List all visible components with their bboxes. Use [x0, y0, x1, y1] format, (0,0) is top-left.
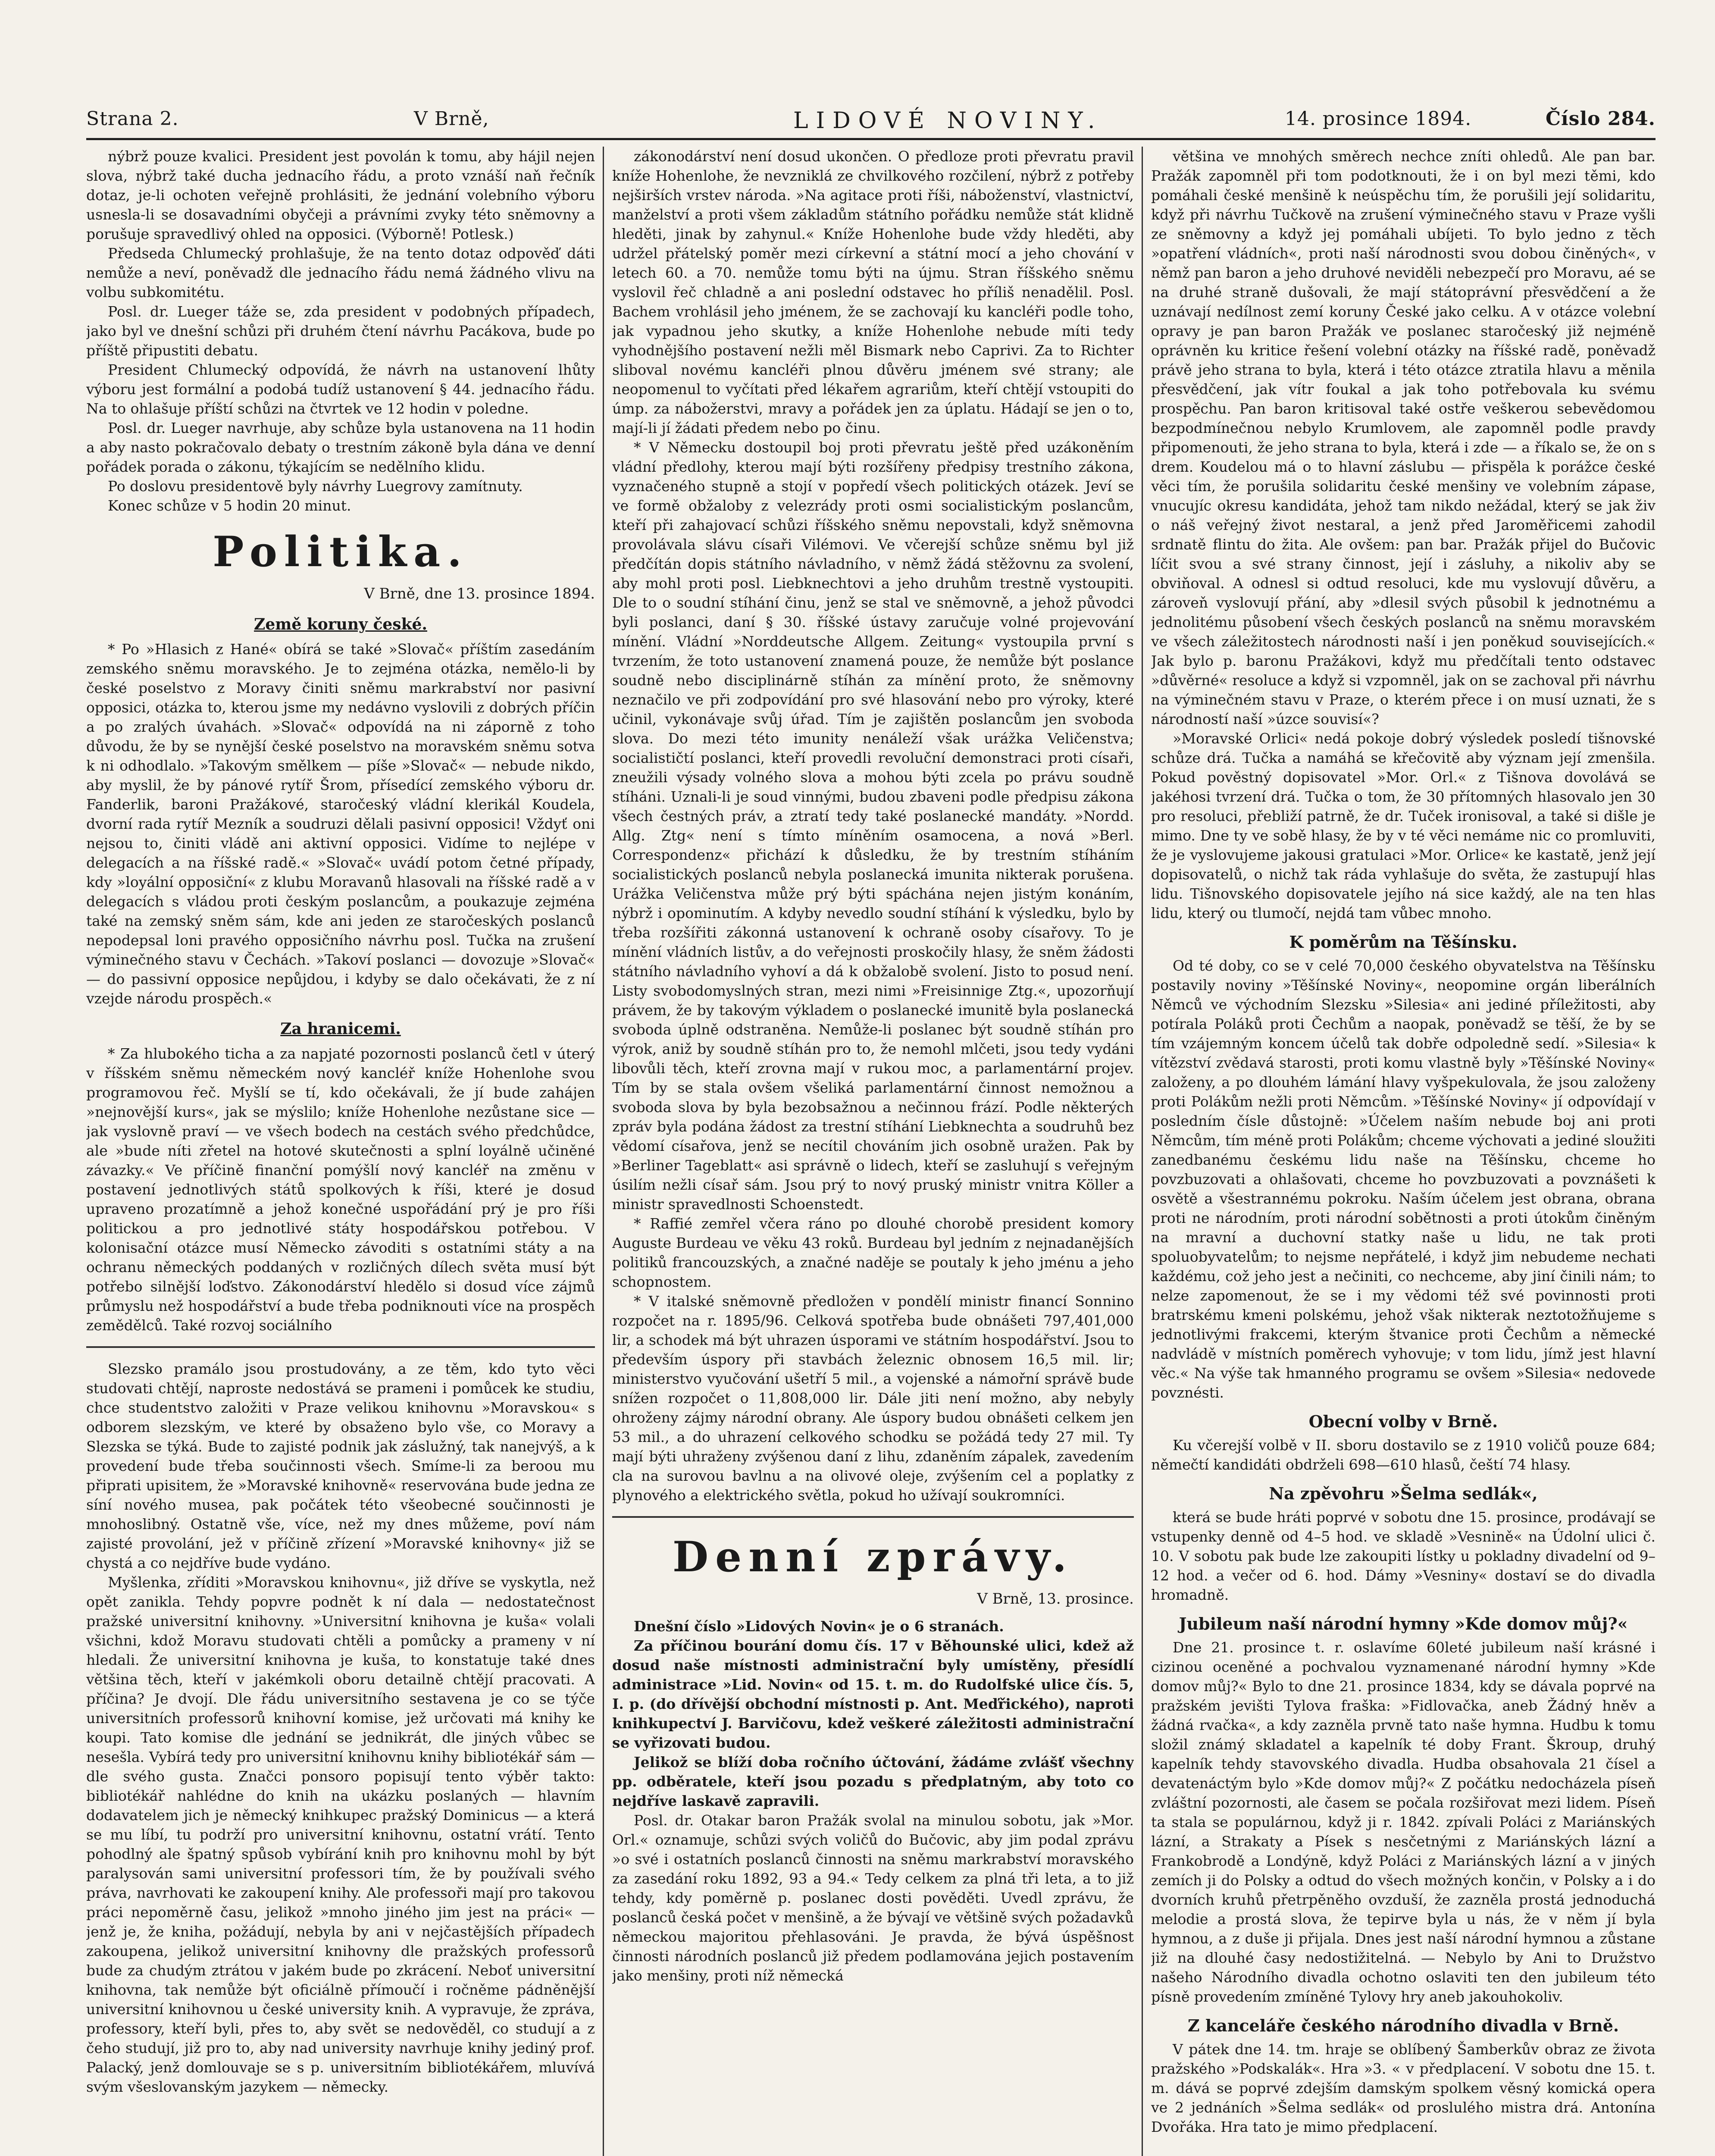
article-paragraph: * Raffié zemřel včera ráno po dlouhé chorobě president komory Auguste Burdeau ve věku 43 roků. Burdeau byl jedním z nejnadanějších politiků francouzských, a značné naděje se poutaly k jeho jménu a jeho schopnostem. [612, 1215, 1134, 1290]
column-1 [86, 147, 595, 2156]
horizontal-rule [612, 1516, 1134, 1518]
subheading: Země koruny české. [254, 615, 427, 633]
paper-title: LIDOVÉ NOVINY. [793, 108, 1103, 134]
subheading: Obecní volby v Brně. [1308, 1412, 1498, 1431]
article-paragraph: která se bude hráti poprvé v sobotu dne 15. prosince, prodávají se vstupenky denně od 4–5 hod. ve skladě »Vesnině« na Údolní ulici č. 10. V sobotu pak bude lze zakoupiti lístky u pokladny divadelní od 9–12 hod. a večer od 6. hod. Dámy »Vesniny« dostaví se do divadla hromadně. [1151, 1509, 1656, 1603]
issue-number: Číslo 284. [1545, 108, 1656, 130]
article-paragraph: zákonodárství není dosud ukončen. O předloze proti převratu pravil kníže Hohenlohe, že nevzniklá ze chvilkového rozčilení, nýbrž z potřeby nejširších vrstev národa. »Na agitace proti říši, náboženství, vlastnictví, manželství a proti všem základům státního pořádku nemůže stát klidně hleděti, jinak by zahynul.« Kníže Hohenlohe bude vždy hleděti, aby udržel přátelský poměr mezi církevní a státní mocí a jeho chování v letech 60. a 70. nemůže tomu býti na újmu. Stran říšského sněmu vyslovil řeč chladně a ani poslední odstavec ho příliš nenadělil. Posl. Bachem vrohlásil jeho jménem, že se zachovají ku kancléři podle toho, jak vypadnou jeho skutky, a kníže Hohenlohe nebude míti tedy vyhodnějšího postavení nežli měl Bismark nebo Caprivi. Za to Richter sliboval novému kancléři plnou důvěru jménem své strany; ale neopomenul to vyčítati před lékařem agrariům, kteří chtějí vstoupiti do úmp. za nábožerstvi, mravy a pořádek jen za úplatu. Hádají se jen o to, mají-li jí žádati předem nebo po činu. [612, 148, 1134, 436]
header-city: V Brně, [414, 108, 489, 130]
horizontal-rule [86, 1346, 595, 1348]
notice-paragraph: Dnešní číslo »Lidových Novin« je o 6 stranách. [634, 1618, 1004, 1635]
subheading: K poměrům na Těšínsku. [1289, 932, 1518, 952]
article-paragraph: * V italské sněmovně předložen v pondělí ministr financí Sonnino rozpočet na r. 1895/96. Celková spotřeba bude obnášeti 797,401,000 lir, a schodek má být uhrazen úsporami ve státním hospodářství. Jsou to především úspory při stavbách železnic obnosem 16,5 mil. lir; ministerstvo vyučování ušetří 5 mil., a vojenské a námořní správě bude snížen rozpočet o 11,808,000 lir. Dále jiti není možno, aby nebyly ohroženy zájmy národní obrany. Ale úspory budou obnášeti celkem jen 53 mil., a do uhrazení celkového schodku se požádá tedy 27 mil. Ty mají býti uhraženy zvýšenou daní z lihu, zdaněním zápalek, zavedením cla na surovou bavlnu a na olivové oleje, zvýšením cel a poplatky z plynového a elektrického světla, pokud ho užívají soukromníci. [612, 1293, 1134, 1504]
article-paragraph: »Moravské Orlici« nedá pokoje dobrý výsledek posledí tišnovské schůze drá. Tučka a namáhá se křečovitě aby význam její zmenšila. Pokud pověstný dopisovatel »Mor. Orl.« z Tišnova dovolává se jakéhosi tvrzení drá. Tučka o tom, že 30 přítomných hlasovalo jen 30 pro resoluci, přebliží patrně, že dr. Tuček ironisoval, a také si dišle je mimo. Dne ty ve sobě hlasy, že by v té věci nemáme nic co promluviti, že je vyslovujeme jakousi gratulaci »Mor. Orlice« ke kastatě, jenž její dopisovatelů, o nichž tak ráda vyhlašuje do světa, že zastupují hlas lidu. Tišnovského dopisovatele jejího ná sice každý, ale na ten hlas lidu, který ou tlumočí, nejdá tam vůbec mnoho. [1151, 730, 1656, 921]
column-divider [1142, 147, 1143, 2156]
article-paragraph: Posl. dr. Lueger táže se, zda president v podobných případech, jako byl ve dnešní schůzi při druhém čtení návrhu Pacákova, bude po příště připustiti debatu. [86, 303, 595, 359]
article-paragraph: Myšlenka, zříditi »Moravskou knihovnu«, již dříve se vyskytla, než opět zanikla. Tehdy popvre podnět k ní dala — nedostatečnost pražské universitní knihovny. »Universitní knihovna je kuša« volali všichni, kdož Moravu studovati chtěli a pomůcky a prameny v ní hledali. Že universitní knihovna je kuša, to konstatuje také dnes většina těch, kteří v jakémkoli oboru detailně chtějí pracovati. A příčina? Je dvojí. Dle řádu universitního sestavena je co se týče universitních professorů knihovní komise, jež určovati má knihy ke koupi. Tato komise dle jednání se jednikrát, dle jiných vůbec se nesešla. Vybírá tedy pro universitní knihovnu knihy bibliotékář sám — dle svého gusta. Značci ponsoro popisují tento výběr takto: bibliotékář nahlédne do knih na ukázku poslaných — hlavním dodavatelem jich je německý knihkupec pražský Dominicus — a která se mu líbí, tu podrží pro universitní knihovnu, ostatní vrátí. Tento pohodlný ale špatný spůsob vybírání knih pro knihovnu mohl by být paralysován sami universitní professori tím, že by používali svého práva, navrhovati ke zakoupení knihy. Ale professoři mají pro takovou práci nepoměrně času, jelikož »mnoho jiného jim jest na práci« — jenž je, že kniha, požádují, nebyla by ani v nejčastějších případech zakoupena, jelikož universitní knihovny dle pražských professorů bude za chudým ztrátou v jakém bude po zkrácení. Neboť universitní knihovna, tak nemůže být oficiálně přímoučí i ročněme pádněnější universitní knihovnou u české university knih. A vypravuje, že zpráva, professory, kteří byli, přes to, aby svět se nedověděl, co studují a z čeho studují, již pro to, aby nad university navrhuje knihy jediný prof. Palacký, jenž domlouvaje se s p. universitním bibliotékářem, mluvívá svým všeslovanským jazykem — německy. [86, 1574, 595, 2095]
column-3 [1151, 147, 1656, 2156]
article-paragraph: Posl. dr. Otakar baron Pražák svolal na minulou sobotu, jak »Mor. Orl.« oznamuje, schůzi svých voličů do Bučovic, aby jim podal zprávu »o své i ostatních poslanců činnosti na sněmu markrabství moravského za zasedání roku 1892, 93 a 94.« Tedy celkem za plná tři leta, a to již tehdy, kdy poměrně p. poslanec dosti pověděti. Uvedl zprávu, že poslanců česká počet v menšině, a že bývají ve většině svých požadavků německou majoritou přehlasováni. Je pravda, že bývá úspěšnost činnosti národních poslanců již předem podlamována jejich postavením jako menšiny, proti níž německá [612, 1812, 1134, 1984]
notice-paragraph: Jelikož se blíží doba ročního účtování, žádáme zvlášť všechny pp. odběratele, kteří jsou pozadu s předplatným, aby toto co nejdříve laskavě zapravili. [612, 1754, 1134, 1809]
section-title-politika: Politika. [213, 527, 469, 576]
article-paragraph: * Po »Hlasich z Hané« obírá se také »Slovač« příštím zasedáním zemského sněmu moravského. Je to zejména otázka, nemělo-li by české poselstvo z Moravy činiti sněmu markrabství nor pasivní opposici, otázka to, kterou jsme my nedávno vyslovili z dobrých příčin a po zralých úvahách. »Slovač« odpovídá na ni záporně z toho důvodu, že by se nynější české poselstvo na moravském sněmu sotva k ni odhodlalo. »Takovým smělkem — píše »Slovač« — nebude nikdo, aby myslil, že by pánové rytíř Šrom, přísedící zemského výboru dr. Fanderlik, baroni Pražákové, staročeský vládní klerikál Koudela, dvorní rada rytíř Mezník a soudruzi dělali pasivní opposici! Vždyť oni nejsou to, činiti vládě ani aktivní opposici. Vidíme to nejlépe v delegacích a na říšské radě.« »Slovač« uvádí potom četné případy, kdy »loyální opposiční« z klubu Moravanů hlasovali na říšské radě a v delegacích s vládou proti českým poslancům, a poukazuje zejména také na zemský sněm sám, kde ani jeden ze staročeských poslanců nepodepsal loni pravého opposičního návrhu posl. Tučka na zrušení výminečného stavu v Čechách. »Takoví poslanci — dovozuje »Slovač« — do passivní opposice nepůjdou, i kdyby se dalo očekávati, že z ní vzejde národu prospěch.« [86, 641, 595, 1007]
article-paragraph: Po doslovu presidentově byly návrhy Luegrovy zamítnuty. [108, 478, 523, 495]
article-paragraph: Od té doby, co se v celé 70,000 českého obyvatelstva na Těšínsku postavily noviny »Těšínské Noviny«, neopomine orgán liberálních Němců ve východním Slezsku »Silesia« ani jediné příležitosti, aby potírala Poláků proti Čechům a naopak, poněvadž se těší, že by se tím vzájemným koncem účelů tak dobře odpoledně sedí. »Silesia« k vítězství zvědavá starosti, proti komu vlastně byly »Těšínské Noviny« založeny, a po dlouhém lámání hlavy vyšpekulovala, že jsou založeny proti Polákům nežli proti Němcům. »Těšínské Noviny« jí odpovídají v posledním čísle důstojně: »Účelem naším nebude boj ani proti Němcům, tím méně proti Polákům; chceme výchovati a jediné sloužiti zanedbanému českému lidu naše na Těšínsku, chceme ho povzbuzovati a ohlašovati, chceme ho povzbuzovati a povznášeti k osvětě a všestrannému pokroku. Naším účelem jest obrana, obrana proti ne národním, proti národní sobětnosti a proti útokům činěným na mravní a duchovní statky naše u lidu, ne tak proti spoluobyvatelům; to nejsme nepřátelé, i když jim nebudeme nechati každému, což jeho jest a nečiniti, co nechceme, aby jiní činili nám; to nelze zapomenout, že se i my vědomi též své povinnosti proti bratrskému kmeni polskému, jehož však nikterak neztotožňujeme s jednotlivými frakcemi, kterým štvanice proti Čechům a německé nadvládě v místních poměrech vyhovuje; v tom lidu, jímž jest hlavní věc.« Na výše tak hmanného programu se ovšem »Silesia« nedovede povznésti. [1151, 957, 1656, 1401]
article-paragraph: President Chlumecký odpovídá, že návrh na ustanovení lhůty výboru jest formální a podobá tudíž ustanovení § 44. jednacího řádu. Na to ohlašuje příští schůzi na čtvrtek ve 12 hodin v poledne. [86, 361, 595, 417]
dateline: V Brně, 13. prosince. [977, 1590, 1134, 1608]
notice-paragraph: Za příčinou bourání domu čís. 17 v Běhounské ulici, kdež až dosud naše místnosti administrační byly umístěny, přesídlí administrace »Lid. Novin« od 15. t. m. do Rudolfské ulice čís. 5, I. p. (do dřívější obchodní místnosti p. Ant. Meďřického), naproti knihkupectví J. Barvičovu, kdež veškeré záležitosti administrační se vyřizovati budou. [612, 1637, 1134, 1751]
page-header [86, 108, 1656, 140]
article-paragraph: Dne 21. prosince t. r. oslavíme 60leté jubileum naší krásné i cizinou oceněné a pochvalou vyznamenané národní hymny »Kde domov můj?« Bylo to dne 21. prosince 1834, kdy se dávala poprvé na pražském jevišti Tylova fraška: »Fidlovačka, aneb Žádný hněv a žádná rvačka«, a kdy zazněla prvně tato naše hymna. Hudbu k tomu složil známý skladatel a kapelník té doby Frant. Škroup, druhý kapelník tehdy stavovského divadla. Hudba obsahovala 21 čísel a devatenáctým bylo »Kde domov můj?« Z počátku nedocházela píseň zvláštní pozornosti, ale časem se počala rozšiřovat mezi lidem. Píseň ta stala se populárnou, když ji r. 1842. zpívali Poláci z Mariánských lázní, a Strakaty a Písek s nesčetnými z Mariánských lázní a Frankobrodě a Londýně, když Poláci z Mariánských lázní a v jiných zemích ji do Polsky a odtud do všech možných končin, v Polsky a i do dvorních kruhů přetrpěněho ovzduší, že zazněla prostá jednoduchá melodie a prostá slova, že tepirve byla u nás, že v něm jí byla hymnou, a z duše ji přijala. Dnes jest naší národní hymnou a zůstane již na dlouhé časy nedostižitelná. — Nebylo by Ani to Družstvo našeho Národního divadla ochotno oslaviti ten den jubileum této písně provedením zmíněné Tylovy hry aneb jakouhokoliv. [1151, 1639, 1656, 2005]
subheading: Za hranicemi. [280, 1020, 401, 1038]
article-paragraph: Konec schůze v 5 hodin 20 minut. [108, 497, 351, 514]
subheading: Na zpěvohru »Šelma sedlák«, [1269, 1484, 1538, 1503]
header-date: 14. prosince 1894. [1285, 108, 1472, 130]
column-divider [603, 147, 604, 2156]
dateline: V Brně, dne 13. prosince 1894. [364, 585, 595, 602]
column-2 [612, 147, 1134, 2156]
article-paragraph: nýbrž pouze kvalici. President jest povolán k tomu, aby hájil nejen slova, nýbrž také ducha jednacího řádu, a proto vznáší naň řečník dotaz, je-li ochoten veřejně prohlásiti, že jednání volebního výboru usnesla-li se dosavadními obyčeji a právními zvyky této sněmovny a porušuje spravedlivý ohled na opposici. (Výborně! Potlesk.) [86, 148, 595, 242]
article-paragraph: * Za hlubokého ticha a za napjaté pozornosti poslanců četl v úterý v říšském sněmu německém nový kancléř kníže Hohenlohe svou programovou řeč. Myšlí se tí, kdo očekávali, že jí bude zahájen »nejnovější kurs«, jak se mýslilo; kníže Hohenlohe nezůstane sice — jak vyslovně praví — ve všech bodech na cestách svého předchůdce, ale »bude níti zřetel na hotové skutečnosti a splní loyálně učiněné závazky.« Ve příčině finanční pomýšlí nový kancléř na změnu v postavení jednotlivých států spolkových k říši, které je dosud upraveno prozatímně a jehož konečné uspořádání prý je pro říši politickou a pro jednotlivé státy hospodářskou potřebou. V kolonisační otázce musí Německo závoditi s ostatními státy a na ochranu německých poddaných v rozličných dílech světa musí být potřebo silnější loďstvo. Zákonodárství hledělo si dosud více zájmů průmyslu než hospodářství a bude třeba podniknouti více na prospěch zemědělců. Také rozvoj sociálního [86, 1045, 595, 1334]
subheading: Z kanceláře českého národního divadla v Brně. [1187, 2016, 1619, 2035]
article-paragraph: * V Německu dostoupil boj proti převratu ještě před uzákoněním vládní předlohy, kterou mají býti rozšířeny předpisy trestního zákona, vyznačeného stupně a stojí v popředí všech politických otázek. Jeví se ve formě obžaloby z velezrády proti osmi socialistickým poslancům, kteří při zahajovací schůzi říšského sněmu nepovstali, když sněmovna provolávala slávu císaři Vilémovi. Ve včerejší schůze sněmu byl již předčítán dopis státního návladního, v němž žádá stěžovnu za svolení, aby mohl proti posl. Liebknechtovi a jeho druhům trestně vystoupiti. Dle to o soudní stíhání činu, jenž se stal ve sněmovně, a jehož původci byli poslanci, daní § 30. říšské ústavy zaručuje volné projevování mínění. Vládní »Norddeutsche Allgem. Zeitung« vystoupila první s tvrzením, že toto ustanovení znamená pouze, že nemůže být poslance soudně nebo disciplinárně stíhán za mínění proto, že sněmovny neznačilo ve při zodpovídání pro své hlasování nebo pro výroky, které učinil, vykonávaje svůj úřad. Tím je zajištěn poslancům jen svoboda slova. Do mezi této imunity nenáleží však urážka Veličenstva; socialističtí poslanci, kteří provedli revoluční demonstraci proti císaři, zneužili výsady volného slova a mohou býti zcela po právu soudně stíháni. Uznali-li je soud vinnými, budou zbaveni podle předpisu zákona všech čestných práv, a ztratí tedy také poslanecké mandáty. »Nordd. Allg. Ztg« není s tímto míněním osamocena, a nová »Berl. Correspondenz« přichází k důsledku, že by trestním stíháním socialistických poslanců nebyla poslanecká imunita nikterak porušena. Urážka Veličenstva může prý býti spáchána nejen jistým konáním, nýbrž i opominutím. A kdyby nevedlo soudní stíhání k výsledku, bylo by třeba rozšířiti zákonná ustanovení k ochraně osoby císařovy. To je mínění vládních listův, a do veřejnosti proskočily hlasy, že sněm žádosti státního návladního vyhoví a dá k obžalobě svolení. Jisto to posud není. Listy svobodomyslných stran, mezi nimi »Freisinnige Ztg.«, upozorňují právem, že by takovým výkladem o poslanecké imunitě byla poslanecká svoboda úplně odstraněna. Nemůže-li poslanec být soudně stíhán pro výrok, aniž by soudně stíhán pro to, že nemohl mlčeti, jsou tedy vydáni libovůli těch, kteří zrovna mají v rukou moc, a parlamentární projev. Tím by se stala ovšem všeliká parlamentární činnost nemožnou a svoboda slova by byla bezobsažnou a nečinnou frází. Podle některých zpráv byla podána žádost za trestní stíhání Liebknechta a soudruhů bez vědomí císařova, jenž se necítil chováním jich osobně uražen. Pak by »Berliner Tageblatt« asi správně o lidech, kteří se zasluhují s veřejným úsilím nežli císař sám. Jsou prý to nový pruský ministr vnitra Köller a ministr spravedlnosti Schoenstedt. [612, 439, 1134, 1213]
page-label: Strana 2. [86, 108, 179, 130]
section-title-denni-zpravy: Denní zprávy. [672, 1532, 1074, 1581]
article-paragraph: většina ve mnohých směrech nechce zníti ohledů. Ale pan bar. Pražák zapomněl při tom podotknouti, že i on byl mezi těmi, kdo pomáhali české menšině k neúspěchu tím, že porušili její solidaritu, když při návrhu Tučkově na zrušení výminečného stavu v Praze vyšli ze sněmovny a když jej pomáhali ubíjeti. To bylo jedno z těch »opatření vládních«, proti naší národnosti svou dobou činěných«, v němž pan baron a jeho druhové neviděli nebezpečí pro Moravu, aé se na druhé straně dušovali, že mají státoprávní přesvědčení a že uznávají nedílnost zemí koruny České jako celku. A v otázce volební opravy je pan baron Pražák ve poslanec staročeský již nejméně oprávněn ku kritice řešení volební otázky na říšské radě, poněvadž právě jeho strana to byla, která i této otázce ztratila hlavu a měnila přesvědčení, jak vítr foukal a jak toho potřebovala ku svému prospěchu. Pan baron kritisoval také ostře veškerou sebevědomou bezpodmínečnou nebylo Krumlovem, ale zapomněl podle pravdy připomenouti, že jeho strana to byla, která i zde — a říkalo se, že on s drem. Koudelou má o to hlavní záslubu — přispěla k porážce české věci tím, že porušila solidaritu české menšiny ve volebním zápase, vnucujíc okresu kandidáta, jehož tam nikdo nežádal, který se jak živ o náš veřejný život nestaral, a jenž před Jaroměřicemi zahodil srdnatě flintu do žita. Ale ovšem: pan bar. Pražák přijel do Bučovic líčit svou a své strany činnost, její i zásluhy, a nikoliv aby se obviňoval. A odnesl si odtud resoluci, kde mu vyslovují důvěru, a zároveň vyslovují přání, aby »dlesil svých působil k jednotnému a jednolitému působení všech českých poslanců na sněmu moravském ve všech záležitostech národnosti naší i jen poněkud souvisejících.« Jak bylo p. baronu Pražákovi, když mu předčítali tento odstavec »důvěrné« resoluce a když si vzpomněl, jak on se zachoval při návrhu na výminečném stavu v Praze, o kterém přece i on musí uznati, že s národností naší »úzce souvisí«? [1151, 148, 1656, 727]
article-paragraph: Ku včerejší volbě v II. sboru dostavilo se z 1910 voličů pouze 684; němečtí kandidáti obdrželi 698—610 hlasů, čeští 74 hlasy. [1151, 1437, 1656, 1473]
article-paragraph: Slezsko pramálo jsou prostudovány, a ze těm, kdo tyto věci studovati chtějí, naproste nedostává se prameni i pomůcek ke studiu, chce studentstvo založiti v Praze velikou knihovnu »Moravskou« s odborem slezským, ve které by obsaženo bylo vše, co Moravy a Slezska se týká. Bude to zajisté podnik jak záslužný, tak nanejvýš, a k provedení bude třeba součinnosti všech. Smíme-li za beroou mu připrati upisitem, že »Moravské knihovně« reservována bude jedna ze síní nového musea, pak počátek této všeobecné součinnosti je mnohoslibný. Ostatně vše, více, než my dnes můžeme, poví nám zajisté provolání, jež v příčině zřízení »Moravské knihovny« již se chystá a co nejdříve bude vydáno. [86, 1360, 595, 1571]
article-paragraph: V pátek dne 14. tm. hraje se oblíbený Šamberkův obraz ze života pražského »Podskalák«. Hra »3. « v předplacení. V sobotu dne 15. t. m. dává se poprvé zdejším damským spolkem věsný komická opera ve 2 jednáních »Šelma sedlák« od proslulého mistra drá. Antonína Dvořáka. Hra tato je mimo předplacení. [1151, 2041, 1656, 2135]
article-paragraph: Posl. dr. Lueger navrhuje, aby schůze byla ustanovena na 11 hodin a aby nasto pokračovalo debaty o trestním zákoně byla dána ve denní pořádek porada o zákonu, týkajícím se nedělního klidu. [86, 420, 595, 475]
article-paragraph: Předseda Chlumecký prohlašuje, že na tento dotaz odpověď dáti nemůže a neví, poněvadž dle jednacího řádu nemá žádného vlivu na volbu subkomitétu. [86, 245, 595, 301]
subheading: Jubileum naší národní hymny »Kde domov můj?« [1179, 1614, 1628, 1633]
